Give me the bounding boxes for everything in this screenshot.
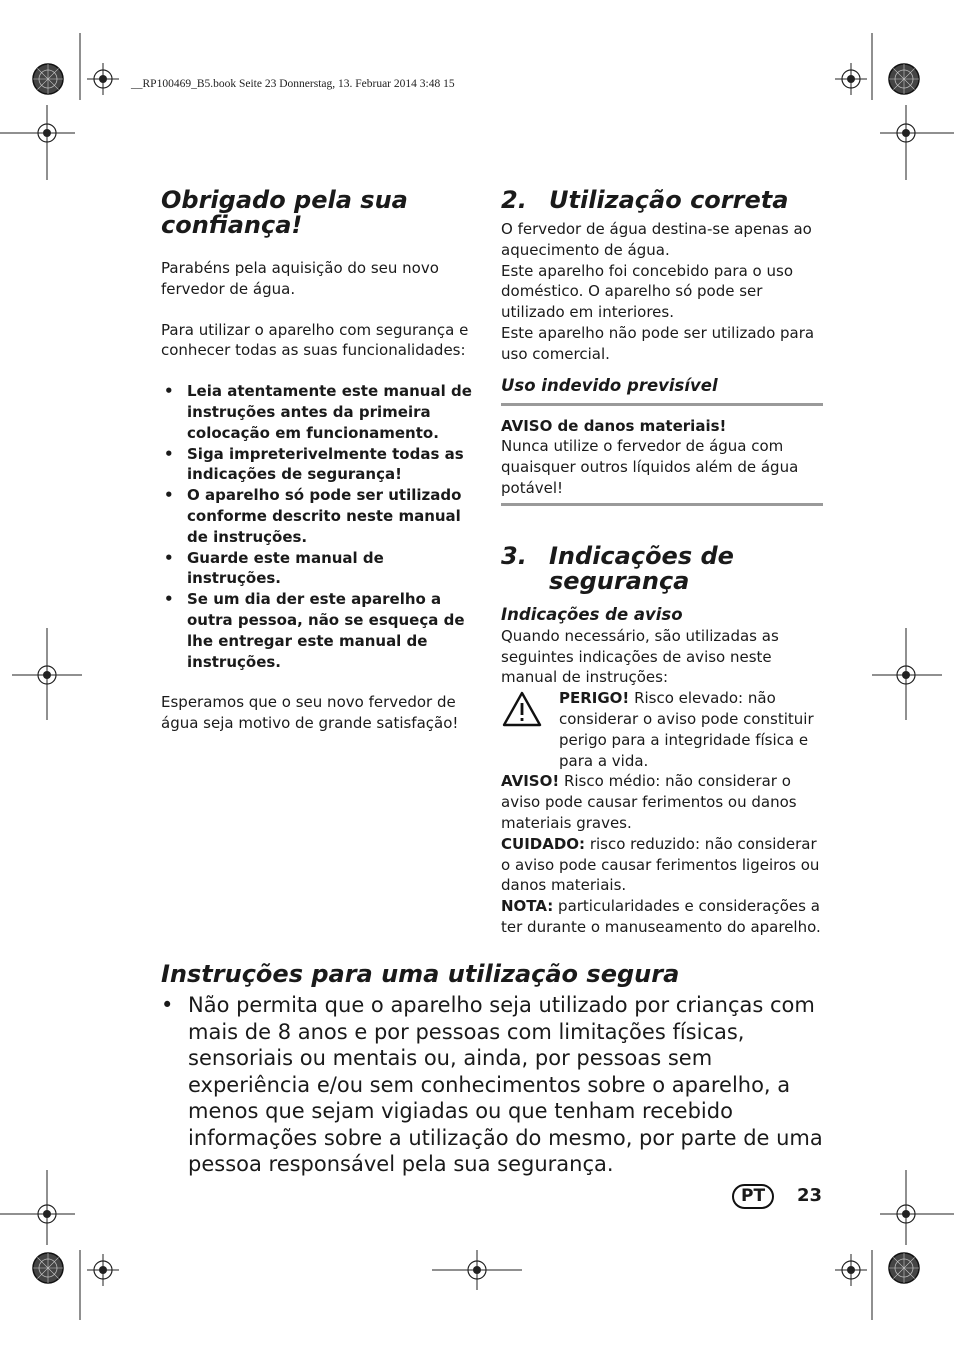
usage-paragraph: Para utilizar o aparelho com segurança e conhecer todas as suas funcionalidades: xyxy=(161,320,469,360)
list-item: • Siga impreterivelmente todas as indicações de segurança! xyxy=(161,444,483,486)
closing-paragraph: Esperamos que o seu novo fervedor de água seja motivo de grande satisfação! xyxy=(161,693,459,733)
page-number: 23 xyxy=(797,1185,823,1206)
section-2-title: Utilização correta xyxy=(549,186,789,214)
thanks-heading-line2: confiança! xyxy=(161,211,303,239)
right-column xyxy=(501,188,823,938)
safe-use-heading: Instruções para uma utilização segura xyxy=(161,960,680,988)
left-column xyxy=(161,188,483,734)
divider-top xyxy=(501,403,823,406)
danger-text xyxy=(559,688,823,771)
caution-label: CUIDADO: xyxy=(501,834,586,853)
section-2-heading xyxy=(501,188,823,213)
safe-use-bullet xyxy=(161,992,826,1178)
s2-paragraph-3: Este aparelho não pode ser utilizado para uso comercial. xyxy=(501,323,815,363)
note-description: particularidades e considerações a ter durante o manuseamento do aparelho. xyxy=(501,897,821,936)
section-2-number: 2. xyxy=(501,186,527,214)
danger-label: PERIGO! xyxy=(559,689,630,708)
material-warning-label: AVISO de danos materiais! xyxy=(501,416,727,435)
list-item: • Leia atentamente este manual de instruções antes da primeira colocação em funcionamento. xyxy=(161,381,483,443)
language-code: PT xyxy=(732,1184,774,1209)
caution-text xyxy=(501,834,823,896)
danger-description: Risco elevado: não considerar o aviso pode constituir perigo para a integridade física e para a vida. xyxy=(559,689,814,770)
caution-description: risco reduzido: não considerar o aviso pode causar ferimentos ligeiros ou danos materiais. xyxy=(501,834,820,895)
file-stamp: __RP100469_B5.book Seite 23 Donnerstag, 13. Februar 2014 3:48 15 xyxy=(131,78,455,90)
warning-notes-subheading: Indicações de aviso xyxy=(501,604,683,624)
list-item: • Se um dia der este aparelho a outra pessoa, não se esqueça de lhe entregar este manual de instruções. xyxy=(161,589,483,672)
note-label: NOTA: xyxy=(501,897,554,916)
thanks-heading xyxy=(161,188,483,238)
bullet-dot: • xyxy=(161,993,174,1017)
section-3-heading xyxy=(501,541,823,595)
section-3-title-line2: segurança xyxy=(549,566,690,595)
section-3-number: 3. xyxy=(501,541,527,570)
material-warning-text: Nunca utilize o fervedor de água com quaisquer outros líquidos além de água potável! xyxy=(501,437,799,497)
warning-label: AVISO! xyxy=(501,772,560,791)
warning-text xyxy=(501,771,823,833)
s3-intro: Quando necessário, são utilizadas as seguintes indicações de aviso neste manual de instruções: xyxy=(501,626,779,687)
danger-notice xyxy=(501,688,823,771)
list-item: • Guarde este manual de instruções. xyxy=(161,548,483,590)
safe-use-section xyxy=(161,962,826,1178)
safe-use-text: Não permita que o aparelho seja utilizado por crianças com mais de 8 anos e por pessoas com limitações físicas, sensoriais ou mentais ou, ainda, por pessoas sem experiência e/ou sem conhecimentos sobre o aparelho, a menos que sejam vigiadas ou que tenham recebido informações sobre a utilização do mesmo, por parte de uma pessoa responsável pela sua segurança. xyxy=(188,993,823,1176)
warning-description: Risco médio: não considerar o aviso pode causar ferimentos ou danos materiais graves. xyxy=(501,772,797,832)
section-3-title-line1: Indicações de xyxy=(549,541,734,570)
intro-paragraph: Parabéns pela aquisição do seu novo fervedor de água. xyxy=(161,259,439,298)
s2-paragraph-1: O fervedor de água destina-se apenas ao aquecimento de água. xyxy=(501,220,812,259)
note-text xyxy=(501,896,823,938)
misuse-subheading: Uso indevido previsível xyxy=(501,375,718,395)
language-badge xyxy=(732,1184,774,1209)
instruction-bullets xyxy=(161,381,483,672)
s2-paragraph-2: Este aparelho foi concebido para o uso doméstico. O aparelho só pode ser utilizado em interiores. xyxy=(501,261,794,322)
divider-bottom xyxy=(501,503,823,506)
warning-triangle-icon xyxy=(501,688,559,771)
thanks-heading-line1: Obrigado pela sua xyxy=(161,186,408,214)
list-item: • O aparelho só pode ser utilizado conforme descrito neste manual de instruções. xyxy=(161,485,483,547)
